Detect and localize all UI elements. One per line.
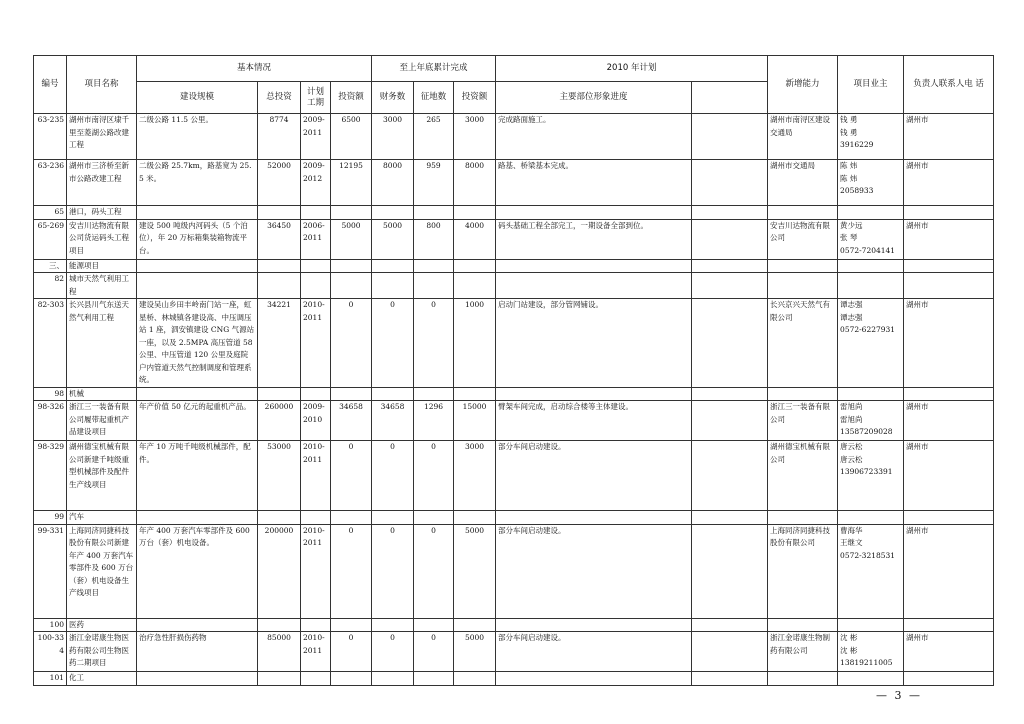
cell-code: 63-235 xyxy=(34,114,67,160)
cell-total-investment: 260000 xyxy=(258,401,301,441)
empty-cell xyxy=(137,511,258,525)
cell-progress: 启动门站建设，部分管网铺设。 xyxy=(496,299,692,388)
cell-prev-investment: 0 xyxy=(331,441,372,511)
cell-new-capacity xyxy=(692,632,768,672)
category-name: 汽车 xyxy=(67,511,137,525)
cell-new-capacity xyxy=(692,524,768,618)
empty-cell xyxy=(372,511,414,525)
empty-cell xyxy=(372,206,414,220)
header-prev-finance: 财务数 xyxy=(372,82,414,114)
cell-total-investment: 36450 xyxy=(258,219,301,259)
cell-period: 2010-2011 xyxy=(301,299,331,388)
empty-cell xyxy=(692,618,768,632)
cell-contact: 谭志强 谭志强 0572-6227931 xyxy=(838,299,904,388)
header-contact: 负责人联系人电 话 xyxy=(904,56,994,114)
cell-contact: 黄少远 张 琴 0572-7204141 xyxy=(838,219,904,259)
cell-owner: 安吉川达物流有限公司 xyxy=(768,219,838,259)
page-number: — 3 — xyxy=(876,689,922,702)
cell-investment-2010: 8000 xyxy=(454,160,496,206)
empty-cell xyxy=(454,273,496,299)
empty-cell xyxy=(258,273,301,299)
empty-cell xyxy=(258,259,301,273)
cell-investment-2010: 4000 xyxy=(454,219,496,259)
cell-project-name: 湖州市三济桥至新市公路改建工程 xyxy=(67,160,137,206)
cell-scale: 治疗急性肝损伤药物 xyxy=(137,632,258,672)
cell-prev-finance: 0 xyxy=(372,441,414,511)
category-name: 城市天然气利用工程 xyxy=(67,273,137,299)
empty-cell xyxy=(838,672,904,686)
cell-unit: 湖州市 xyxy=(904,524,994,618)
cell-unit: 湖州市 xyxy=(904,299,994,388)
empty-cell xyxy=(768,259,838,273)
header-investment-2010: 投资额 xyxy=(454,82,496,114)
cell-progress: 完成路面施工。 xyxy=(496,114,692,160)
cell-contact: 钱 勇 钱 勇 3916229 xyxy=(838,114,904,160)
empty-cell xyxy=(692,273,768,299)
cell-scale: 年产 10 万吨千吨级机械部件，配件。 xyxy=(137,441,258,511)
cell-period: 2006-2011 xyxy=(301,219,331,259)
category-code: 99 xyxy=(34,511,67,525)
cell-project-name: 安吉川达物流有限公司货运码头工程项目 xyxy=(67,219,137,259)
category-row xyxy=(34,259,994,273)
header-scale: 建设规模 xyxy=(137,82,258,114)
cell-prev-finance: 3000 xyxy=(372,114,414,160)
empty-cell xyxy=(692,387,768,401)
empty-cell xyxy=(454,259,496,273)
cell-owner: 长兴京兴天然气有限公司 xyxy=(768,299,838,388)
cell-new-capacity xyxy=(692,160,768,206)
empty-cell xyxy=(331,672,372,686)
category-code: 101 xyxy=(34,672,67,686)
cell-owner: 湖州市南浔区建设交通局 xyxy=(768,114,838,160)
cell-project-name: 长兴县川气东送天然气利用工程 xyxy=(67,299,137,388)
empty-cell xyxy=(372,387,414,401)
cell-owner: 浙江三一装备有限公司 xyxy=(768,401,838,441)
cell-scale: 建设 500 吨级内河码头（5 个泊位），年 20 万标箱集装箱物流平台。 xyxy=(137,219,258,259)
cell-period: 2010-2011 xyxy=(301,441,331,511)
empty-cell xyxy=(137,273,258,299)
cell-project-name: 湖州德宝机械有限公司新建千吨级重型机械部件及配件生产线项目 xyxy=(67,441,137,511)
cell-scale: 年产价值 50 亿元的起重机产品。 xyxy=(137,401,258,441)
category-code: 82 xyxy=(34,273,67,299)
cell-period: 2010-2011 xyxy=(301,524,331,618)
header-progress: 主要部位形象进度 xyxy=(496,82,692,114)
empty-cell xyxy=(331,259,372,273)
category-code: 三、 xyxy=(34,259,67,273)
cell-code: 99-331 xyxy=(34,524,67,618)
cell-prev-investment: 6500 xyxy=(331,114,372,160)
empty-cell xyxy=(414,618,454,632)
cell-investment-2010: 3000 xyxy=(454,114,496,160)
cell-contact: 雷旭尚 雷旭尚 13587209028 xyxy=(838,401,904,441)
cell-new-capacity xyxy=(692,299,768,388)
empty-cell xyxy=(414,273,454,299)
cell-investment-2010: 1000 xyxy=(454,299,496,388)
cell-scale: 二级公路 11.5 公里。 xyxy=(137,114,258,160)
cell-prev-finance: 34658 xyxy=(372,401,414,441)
table-row xyxy=(34,441,994,511)
category-name: 港口，码头工程 xyxy=(67,206,137,220)
cell-progress: 部分车间启动建设。 xyxy=(496,524,692,618)
empty-cell xyxy=(454,618,496,632)
category-row xyxy=(34,672,994,686)
empty-cell xyxy=(331,273,372,299)
cell-progress: 路基、桥梁基本完成。 xyxy=(496,160,692,206)
cell-prev-finance: 5000 xyxy=(372,219,414,259)
cell-contact: 陈 炜 陈 炜 2058933 xyxy=(838,160,904,206)
table-row xyxy=(34,114,994,160)
category-row xyxy=(34,387,994,401)
cell-unit: 湖州市 xyxy=(904,219,994,259)
empty-cell xyxy=(904,672,994,686)
empty-cell xyxy=(904,511,994,525)
empty-cell xyxy=(904,273,994,299)
cell-new-capacity xyxy=(692,219,768,259)
cell-unit: 湖州市 xyxy=(904,632,994,672)
category-row xyxy=(34,206,994,220)
cell-total-investment: 8774 xyxy=(258,114,301,160)
cell-code: 100-334 xyxy=(34,632,67,672)
cell-project-name: 浙江金诺康生物医药有限公司生物医药二期项目 xyxy=(67,632,137,672)
header-cumulative: 至上年底累计完成 xyxy=(372,56,496,82)
cell-period: 2009-2010 xyxy=(301,401,331,441)
cell-unit: 湖州市 xyxy=(904,160,994,206)
category-row xyxy=(34,618,994,632)
cell-prev-investment: 0 xyxy=(331,632,372,672)
empty-cell xyxy=(331,511,372,525)
cell-total-investment: 34221 xyxy=(258,299,301,388)
cell-investment-2010: 15000 xyxy=(454,401,496,441)
empty-cell xyxy=(137,206,258,220)
empty-cell xyxy=(258,511,301,525)
cell-prev-investment: 12195 xyxy=(331,160,372,206)
cell-prev-finance: 8000 xyxy=(372,160,414,206)
table-row xyxy=(34,524,994,618)
empty-cell xyxy=(692,511,768,525)
cell-prev-land: 0 xyxy=(414,632,454,672)
empty-cell xyxy=(414,387,454,401)
empty-cell xyxy=(372,672,414,686)
empty-cell xyxy=(768,511,838,525)
project-table xyxy=(33,55,994,686)
empty-cell xyxy=(301,273,331,299)
empty-cell xyxy=(904,618,994,632)
empty-cell xyxy=(838,387,904,401)
cell-period: 2009-2011 xyxy=(301,114,331,160)
empty-cell xyxy=(331,618,372,632)
empty-cell xyxy=(692,672,768,686)
empty-cell xyxy=(496,206,692,220)
empty-cell xyxy=(496,672,692,686)
category-name: 能源项目 xyxy=(67,259,137,273)
category-code: 98 xyxy=(34,387,67,401)
category-name: 化工 xyxy=(67,672,137,686)
empty-cell xyxy=(496,618,692,632)
cell-total-investment: 200000 xyxy=(258,524,301,618)
empty-cell xyxy=(301,259,331,273)
table-row xyxy=(34,219,994,259)
empty-cell xyxy=(137,387,258,401)
empty-cell xyxy=(496,259,692,273)
table-row xyxy=(34,401,994,441)
empty-cell xyxy=(496,387,692,401)
cell-prev-investment: 34658 xyxy=(331,401,372,441)
cell-scale: 二级公路 25.7km，路基宽为 25.5 米。 xyxy=(137,160,258,206)
category-row xyxy=(34,273,994,299)
cell-prev-investment: 0 xyxy=(331,299,372,388)
category-code: 65 xyxy=(34,206,67,220)
cell-prev-land: 1296 xyxy=(414,401,454,441)
cell-prev-land: 0 xyxy=(414,441,454,511)
cell-progress: 臂架车间完成，启动综合楼等主体建设。 xyxy=(496,401,692,441)
empty-cell xyxy=(258,387,301,401)
cell-project-name: 浙江三一装备有限公司履带起重机产品建设项目 xyxy=(67,401,137,441)
cell-investment-2010: 3000 xyxy=(454,441,496,511)
cell-investment-2010: 5000 xyxy=(454,632,496,672)
empty-cell xyxy=(301,387,331,401)
empty-cell xyxy=(454,511,496,525)
header-new-capacity: 新增能力 xyxy=(768,56,838,114)
cell-prev-investment: 0 xyxy=(331,524,372,618)
empty-cell xyxy=(904,259,994,273)
header-plan-2010: 2010 年计划 xyxy=(496,56,768,82)
empty-cell xyxy=(414,511,454,525)
empty-cell xyxy=(301,206,331,220)
category-name: 机械 xyxy=(67,387,137,401)
empty-cell xyxy=(301,618,331,632)
cell-project-name: 上海同济同捷科技股份有限公司新建年产 400 万套汽车零部件及 600 万台（套）机电设备生产线项目 xyxy=(67,524,137,618)
empty-cell xyxy=(137,618,258,632)
empty-cell xyxy=(372,259,414,273)
cell-total-investment: 85000 xyxy=(258,632,301,672)
empty-cell xyxy=(454,206,496,220)
cell-owner: 湖州市交通局 xyxy=(768,160,838,206)
cell-new-capacity xyxy=(692,401,768,441)
cell-prev-finance: 0 xyxy=(372,524,414,618)
header-total-investment: 总投资 xyxy=(258,82,301,114)
cell-new-capacity xyxy=(692,114,768,160)
empty-cell xyxy=(904,206,994,220)
cell-prev-land: 0 xyxy=(414,524,454,618)
cell-period: 2009-2012 xyxy=(301,160,331,206)
empty-cell xyxy=(258,206,301,220)
empty-cell xyxy=(137,672,258,686)
cell-project-name: 湖州市南浔区埭千里至菱湖公路改建工程 xyxy=(67,114,137,160)
empty-cell xyxy=(301,672,331,686)
empty-cell xyxy=(331,206,372,220)
table-row xyxy=(34,632,994,672)
empty-cell xyxy=(692,259,768,273)
empty-cell xyxy=(838,618,904,632)
cell-unit: 湖州市 xyxy=(904,401,994,441)
header-project-name: 项目名称 xyxy=(67,56,137,114)
empty-cell xyxy=(692,206,768,220)
header-basic-info: 基本情况 xyxy=(137,56,372,82)
cell-investment-2010: 5000 xyxy=(454,524,496,618)
empty-cell xyxy=(838,273,904,299)
header-period: 计划工期 xyxy=(301,82,331,114)
cell-total-investment: 53000 xyxy=(258,441,301,511)
header-owner: 项目业主 xyxy=(838,56,904,114)
cell-prev-finance: 0 xyxy=(372,632,414,672)
header-prev-land: 征地数 xyxy=(414,82,454,114)
empty-cell xyxy=(904,387,994,401)
category-row xyxy=(34,511,994,525)
cell-contact: 沈 彬 沈 彬 13819211005 xyxy=(838,632,904,672)
cell-progress: 码头基础工程全部完工，一期设备全部到位。 xyxy=(496,219,692,259)
empty-cell xyxy=(838,511,904,525)
empty-cell xyxy=(496,511,692,525)
cell-prev-land: 0 xyxy=(414,299,454,388)
empty-cell xyxy=(414,672,454,686)
empty-cell xyxy=(414,259,454,273)
cell-contact: 唐云松 唐云松 13906723391 xyxy=(838,441,904,511)
cell-scale: 年产 400 万套汽车零部件及 600 万台（套）机电设备。 xyxy=(137,524,258,618)
empty-cell xyxy=(137,259,258,273)
category-name: 医药 xyxy=(67,618,137,632)
empty-cell xyxy=(258,672,301,686)
cell-owner: 湖州德宝机械有限公司 xyxy=(768,441,838,511)
empty-cell xyxy=(768,618,838,632)
cell-owner: 上海同济同捷科技股份有限公司 xyxy=(768,524,838,618)
empty-cell xyxy=(454,672,496,686)
empty-cell xyxy=(768,672,838,686)
cell-prev-land: 800 xyxy=(414,219,454,259)
empty-cell xyxy=(838,206,904,220)
empty-cell xyxy=(372,273,414,299)
cell-scale: 建设吴山乡田丰岭南门站一座，虹星桥、林城镇各建设高、中压调压站 1 座，泗安镇建设 CNG 气源站一座，以及 2.5MPA 高压管道 58 公里、中压管道 120 公里及庭院户内管道天然气控制调度和管理系统。 xyxy=(137,299,258,388)
header-code: 编号 xyxy=(34,56,67,114)
empty-cell xyxy=(496,273,692,299)
cell-prev-investment: 5000 xyxy=(331,219,372,259)
table-row xyxy=(34,299,994,388)
cell-unit: 湖州市 xyxy=(904,114,994,160)
cell-progress: 部分车间启动建设。 xyxy=(496,441,692,511)
empty-cell xyxy=(768,206,838,220)
empty-cell xyxy=(258,618,301,632)
cell-code: 65-269 xyxy=(34,219,67,259)
cell-unit: 湖州市 xyxy=(904,441,994,511)
cell-period: 2010-2011 xyxy=(301,632,331,672)
empty-cell xyxy=(301,511,331,525)
cell-prev-land: 265 xyxy=(414,114,454,160)
cell-new-capacity xyxy=(692,441,768,511)
header-prev-investment: 投资额 xyxy=(331,82,372,114)
empty-cell xyxy=(768,273,838,299)
empty-cell xyxy=(838,259,904,273)
cell-code: 82-303 xyxy=(34,299,67,388)
cell-prev-finance: 0 xyxy=(372,299,414,388)
cell-code: 98-326 xyxy=(34,401,67,441)
empty-cell xyxy=(768,387,838,401)
empty-cell xyxy=(331,387,372,401)
cell-prev-land: 959 xyxy=(414,160,454,206)
cell-contact: 曹海华 王继文 0572-3218531 xyxy=(838,524,904,618)
empty-cell xyxy=(372,618,414,632)
cell-owner: 浙江金诺康生物制药有限公司 xyxy=(768,632,838,672)
cell-total-investment: 52000 xyxy=(258,160,301,206)
table-row xyxy=(34,160,994,206)
cell-code: 98-329 xyxy=(34,441,67,511)
empty-cell xyxy=(454,387,496,401)
cell-code: 63-236 xyxy=(34,160,67,206)
category-code: 100 xyxy=(34,618,67,632)
empty-cell xyxy=(414,206,454,220)
cell-progress: 部分车间启动建设。 xyxy=(496,632,692,672)
